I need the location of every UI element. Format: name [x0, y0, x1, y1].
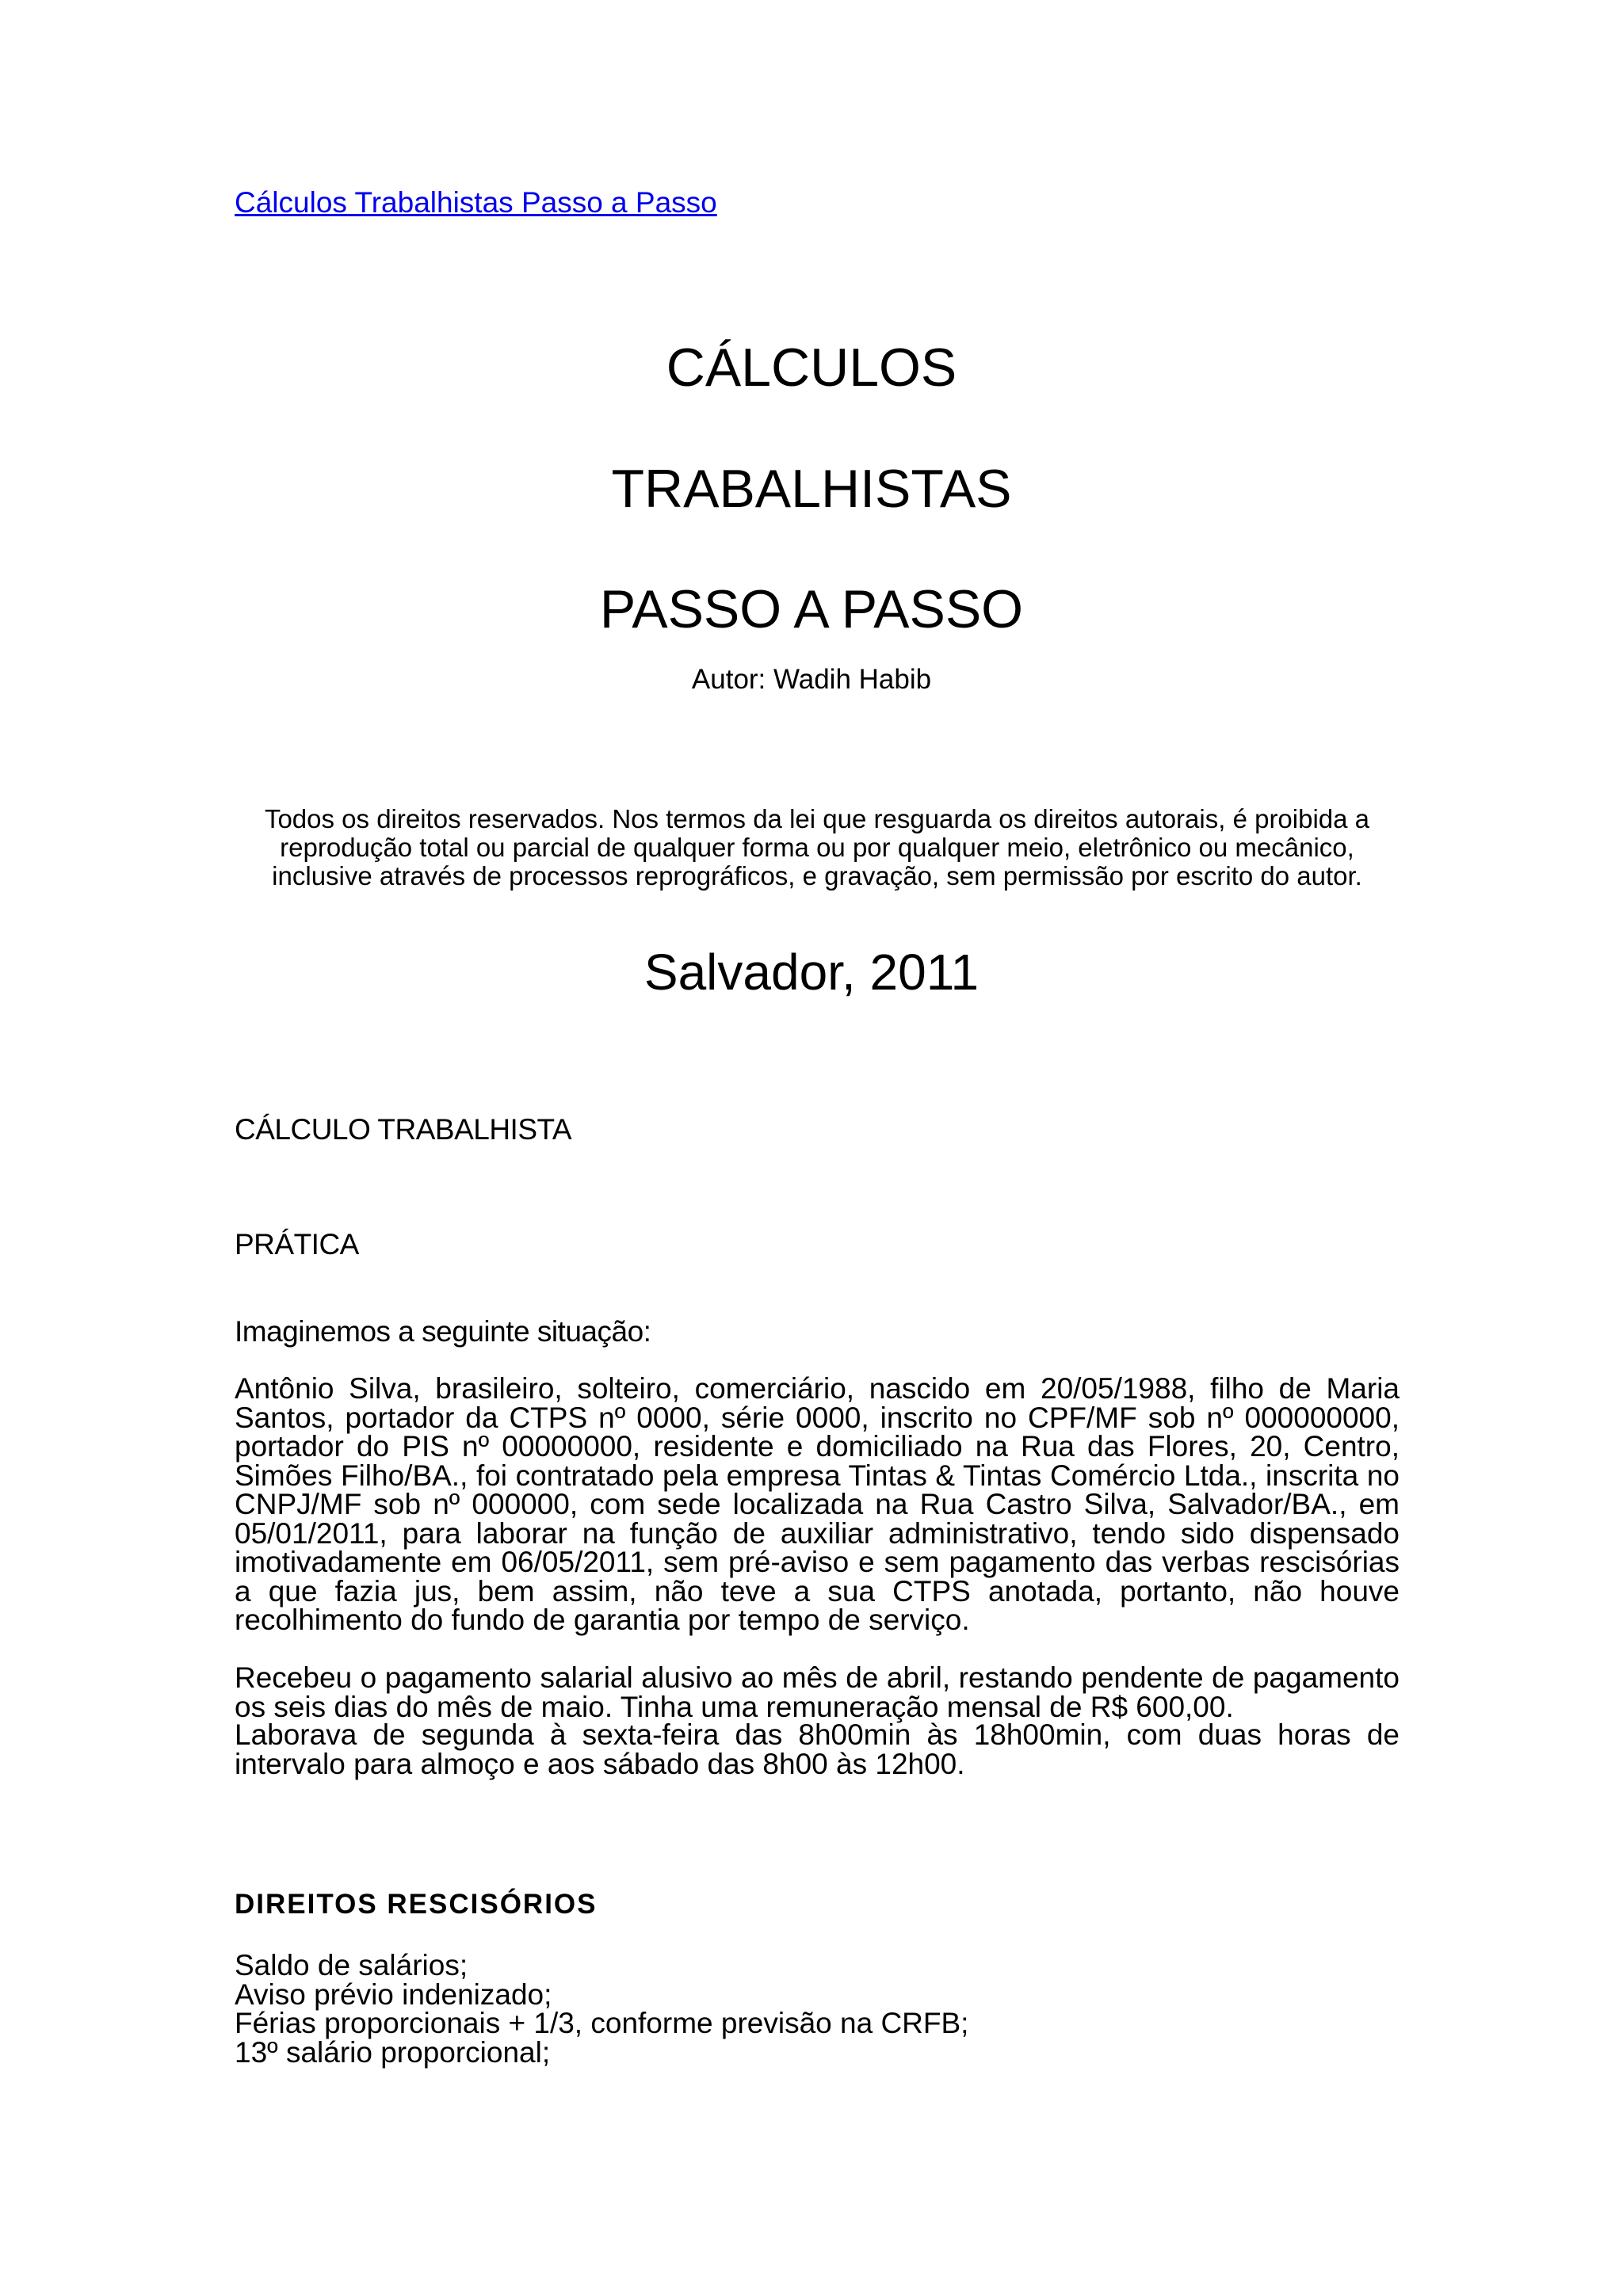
case-paragraph: Antônio Silva, brasileiro, solteiro, comerciário, nascido em 20/05/1988, filho de Maria Santos, portador da CTPS nº 0000, série 0000, inscrito no CPF/MF sob nº 000000000, portador do PIS nº 00000000, residente e domiciliado na Rua das Flores, 20, Centro, Simões Filho/BA., foi contratado pela empresa Tintas & Tintas Comércio Ltda., inscrita no CNPJ/MF sob nº 000000, com sede localizada na Rua Castro Silva, Salvador/BA., em 05/01/2011, para laborar na função de auxiliar administrativo, tendo sido dispensado imotivadamente em 06/05/2011, sem pré-aviso e sem pagamento das verbas rescisórias a que fazia jus, bem assim, não teve a sua CTPS anotada, portanto, não houve recolhimento do fundo de garantia por tempo de serviço.: [235, 1372, 1400, 1636]
copyright-notice: Todos os direitos reservados. Nos termos da lei que resguarda os direitos autorais, é proibida a reprodução total ou parcial de qualquer forma ou por qualquer meio, eletrônico ou mecânico, inclusive através de processos reprográficos, e gravação, sem permissão por escrito do autor.: [264, 804, 1370, 891]
list-item: Saldo de salários;: [235, 1949, 468, 1981]
cover-title-line-1: CÁLCULOS: [666, 338, 957, 398]
list-item: Aviso prévio indenizado;: [235, 1978, 552, 2011]
place-date: Salvador, 2011: [643, 944, 980, 1001]
author-line: Autor: Wadih Habib: [691, 664, 932, 695]
schedule-paragraph: Laborava de segunda à sexta-feira das 8h00min às 18h00min, com duas horas de intervalo para almoço e aos sábado das 8h00 às 12h00.: [235, 1718, 1400, 1780]
subsection-title: PRÁTICA: [235, 1228, 359, 1261]
document-title-link[interactable]: Cálculos Trabalhistas Passo a Passo: [235, 186, 717, 219]
rights-list: [235, 1951, 968, 2067]
salary-paragraph: Recebeu o pagamento salarial alusivo ao mês de abril, restando pendente de pagamento os seis dias do mês de maio. Tinha uma remuneração mensal de R$ 600,00.: [235, 1661, 1400, 1723]
rights-heading: DIREITOS RESCISÓRIOS: [235, 1889, 598, 1920]
cover-title-line-3: PASSO A PASSO: [599, 579, 1024, 639]
cover-title-line-2: TRABALHISTAS: [611, 459, 1012, 519]
section-title: CÁLCULO TRABALHISTA: [235, 1113, 572, 1146]
intro-line: Imaginemos a seguinte situação:: [235, 1315, 651, 1348]
list-item: 13º salário proporcional;: [235, 2035, 551, 2069]
list-item: Férias proporcionais + 1/3, conforme previsão na CRFB;: [235, 2007, 969, 2039]
